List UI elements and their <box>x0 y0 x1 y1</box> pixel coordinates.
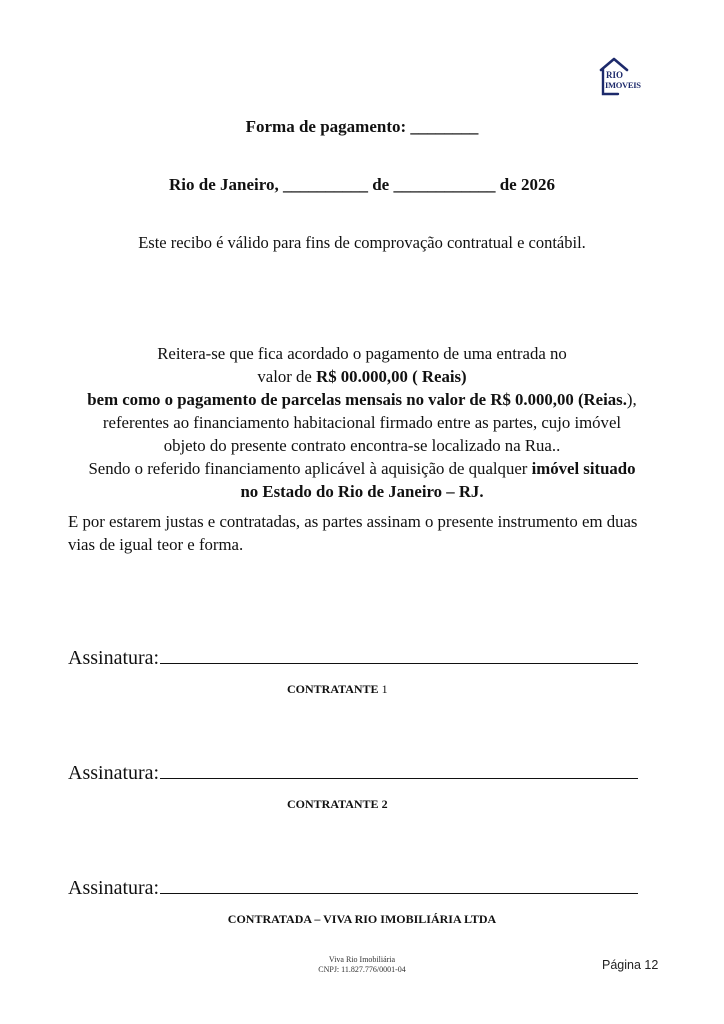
closing-paragraph: E por estarem justas e contratadas, as partes assinam o presente instrumento em duas vias de igual teor e forma. <box>68 512 638 554</box>
monthly-installments-suffix: ), <box>626 390 637 409</box>
party-name: CONTRATANTE <box>287 682 379 696</box>
signature-party-contratada <box>0 912 724 927</box>
house-logo-icon <box>598 56 650 98</box>
footer-cnpj: CNPJ: 11.827.776/0001-04 <box>318 965 406 974</box>
party-number: 1 <box>378 682 388 696</box>
svg-text:RIO: RIO <box>606 70 624 80</box>
signature-party-contratante-2 <box>287 797 388 812</box>
company-logo <box>598 56 650 98</box>
signature-field[interactable] <box>160 873 638 894</box>
date-line: Rio de Janeiro, __________ de ____________ de 2026 <box>169 175 555 194</box>
agreement-line-7: no Estado do Rio de Janeiro – RJ. <box>240 482 484 501</box>
signature-field[interactable] <box>160 643 638 664</box>
signature-line-contratante-2[interactable] <box>68 758 638 785</box>
svg-text:IMOVEIS: IMOVEIS <box>605 80 641 90</box>
footer-company-name: Viva Rio Imobiliária <box>328 955 396 964</box>
signature-line-contratada[interactable] <box>68 873 638 900</box>
signature-field[interactable] <box>160 758 638 779</box>
down-payment-prefix: valor de <box>257 367 317 386</box>
signature-line-contratante-1[interactable] <box>68 643 638 670</box>
agreement-line-5: objeto do presente contrato encontra-se localizado na Rua.. <box>163 436 561 455</box>
signature-label: Assinatura: <box>68 647 160 669</box>
monthly-installments-text: bem como o pagamento de parcelas mensais no valor de R$ 0.000,00 (Reias. <box>87 390 627 409</box>
down-payment-value: R$ 00.000,00 ( Reais) <box>316 367 467 386</box>
signature-label: Assinatura: <box>68 762 160 784</box>
signature-label: Assinatura: <box>68 877 160 899</box>
party-name: CONTRATADA – VIVA RIO IMOBILIÁRIA LTDA <box>227 912 497 926</box>
agreement-line-6 <box>60 457 664 480</box>
payment-method-line: Forma de pagamento: ________ <box>245 117 479 136</box>
signature-party-contratante-1 <box>287 682 388 697</box>
agreement-line-1: Reitera-se que fica acordado o pagamento de uma entrada no <box>157 344 567 363</box>
agreement-line-2 <box>60 365 664 388</box>
agreement-line-4: referentes ao financiamento habitacional firmado entre as partes, cujo imóvel <box>102 413 622 432</box>
property-location-bold: imóvel situado <box>531 459 636 478</box>
financing-prefix: Sendo o referido financiamento aplicável à aquisição de qualquer <box>88 459 532 478</box>
page-number: Página 12 <box>602 958 659 972</box>
validity-statement: Este recibo é válido para fins de comprovação contratual e contábil. <box>138 233 586 252</box>
agreement-line-3 <box>60 388 664 411</box>
party-name: CONTRATANTE 2 <box>287 797 388 811</box>
payment-agreement-paragraph <box>60 342 664 503</box>
